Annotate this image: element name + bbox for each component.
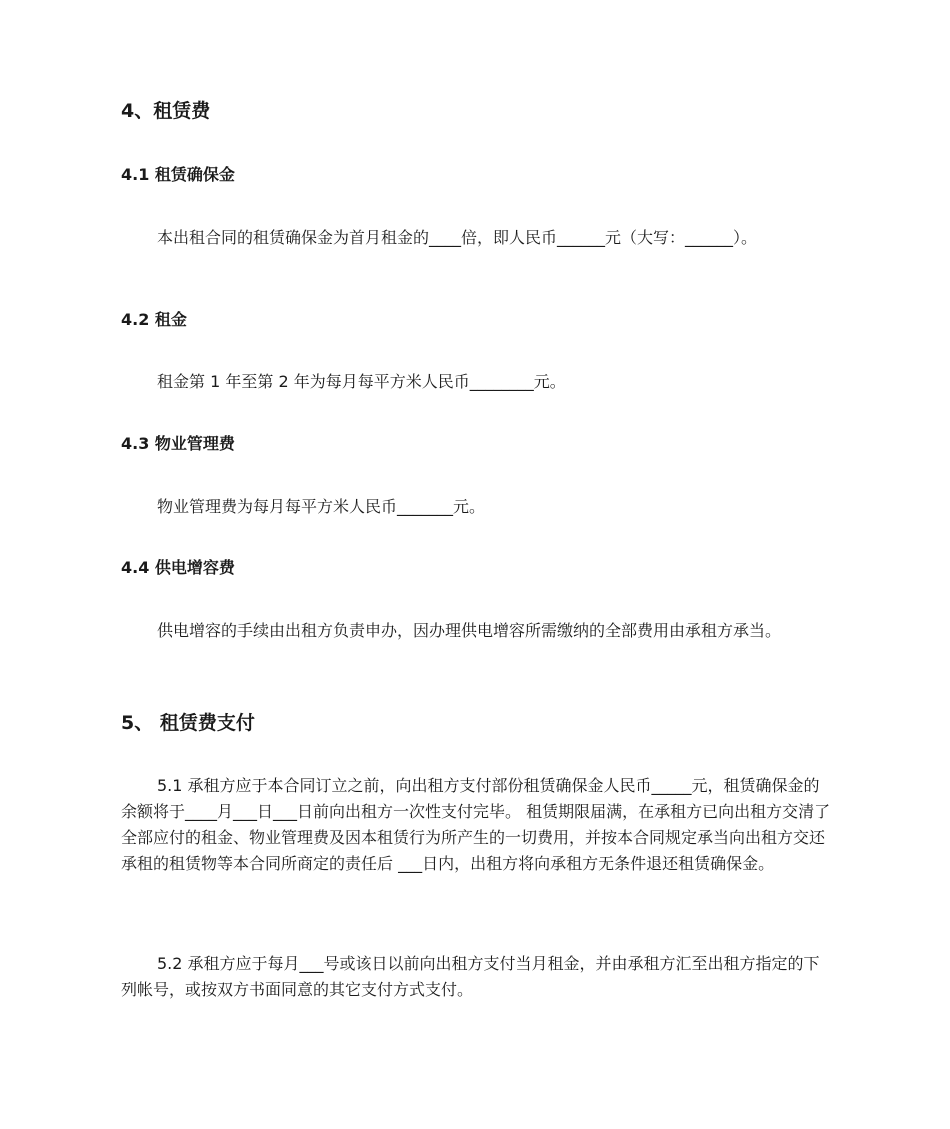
section-5-2-paragraph: 5.2 承租方应于每月___号或该日以前向出租方支付当月租金，并由承租方汇至出租方指定的下列帐号，或按双方书面同意的其它支付方式支付。	[121, 954, 820, 999]
section-5-1-paragraph: 5.1 承租方应于本合同订立之前，向出租方支付部份租赁确保金人民币_____元，租赁确保金的余额将于____月___日___日前向出租方一次性支付完毕。 租赁期限届满，在承租方已向出租方交清了全部应付的租金、物业管理费及因本租赁行为所产生的一切费用，并按本合同规定承当向出租方交还承租的租赁物等本合同所商定的责任后 ___日内，出租方将向承租方无条件退还租赁确保金。	[121, 776, 831, 873]
section-4-4-paragraph: 供电增容的手续由出租方负责申办，因办理供电增容所需缴纳的全部费用由承租方承当。	[157, 621, 782, 640]
section-4-3-heading: 4.3 物业管理费	[121, 434, 235, 453]
section-4-1-paragraph: 本出租合同的租赁确保金为首月租金的____倍，即人民币______元（大写：______）。	[157, 228, 758, 247]
section-5-heading: 5、 租赁费支付	[121, 712, 255, 734]
section-4-heading: 4、租赁费	[121, 100, 211, 122]
section-4-1-heading: 4.1 租赁确保金	[121, 165, 235, 184]
section-4-3-paragraph: 物业管理费为每月每平方米人民币_______元。	[157, 497, 486, 516]
section-4-2-heading: 4.2 租金	[121, 310, 187, 329]
section-4-2-paragraph: 租金第 1 年至第 2 年为每月每平方米人民币________元。	[157, 372, 566, 391]
section-4-4-heading: 4.4 供电增容费	[121, 558, 235, 577]
